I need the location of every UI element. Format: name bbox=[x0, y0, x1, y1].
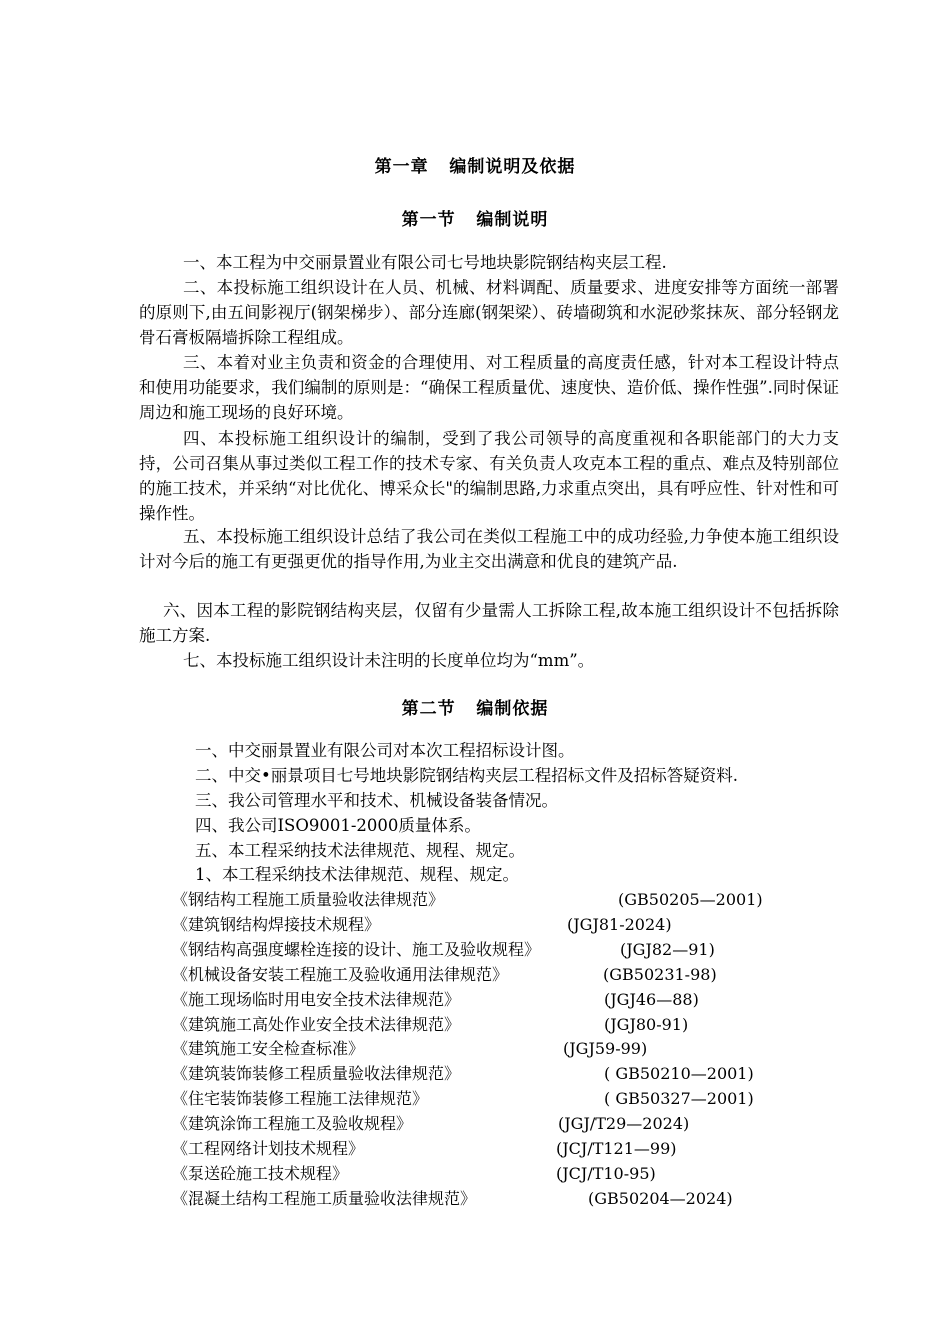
basis-item-1: 一、中交丽景置业有限公司对本次工程招标设计图。 bbox=[195, 741, 575, 760]
standard-name: 《工程网络计划技术规程》 bbox=[172, 1139, 365, 1158]
paragraph-4: 四、本投标施工组织设计的编制，受到了我公司领导的高度重视和各职能部门的大力支持，公司召集从事过类似工程工作的技术专家、有关负责人攻克本工程的重点、难点及特别部位的施工技术，并采纳“对比优化、博采众长"的编制思路,力求重点突出，具有呼应性、针对性和可操作性。 bbox=[139, 429, 839, 523]
standard-name: 《钢结构高强度螺栓连接的设计、施工及验收规程》 bbox=[172, 940, 541, 959]
paragraph-1: 一、本工程为中交丽景置业有限公司七号地块影院钢结构夹层工程. bbox=[183, 253, 667, 272]
standard-name: 《机械设备安装工程施工及验收通用法律规范》 bbox=[172, 965, 509, 984]
paragraph-2: 二、本投标施工组织设计在人员、机械、材料调配、质量要求、进度安排等方面统一部署的原则下,由五间影视厅(钢架梯步）、部分连廊(钢架梁）、砖墙砌筑和水泥砂浆抹灰、部分轻钢龙骨石膏板隔墙拆除工程组成。 bbox=[139, 278, 839, 347]
standard-code: (JCJ/T10-95) bbox=[556, 1164, 656, 1183]
paragraph-3: 三、本着对业主负责和资金的合理使用、对工程质量的高度责任感，针对本工程设计特点和使用功能要求，我们编制的原则是：“确保工程质量优、速度快、造价低、操作性强”.同时保证周边和施工现场的良好环境。 bbox=[139, 353, 839, 422]
basis-item-6: 1、本工程采纳技术法律规范、规程、规定。 bbox=[195, 865, 519, 884]
standard-code: ( GB50210—2001) bbox=[604, 1064, 754, 1083]
standard-name: 《混凝土结构工程施工质量验收法律规范》 bbox=[172, 1189, 477, 1208]
paragraph-6: 六、因本工程的影院钢结构夹层，仅留有少量需人工拆除工程,故本施工组织设计不包括拆除施工方案. bbox=[139, 601, 839, 645]
standard-name: 《建筑装饰装修工程质量验收法律规范》 bbox=[172, 1064, 461, 1083]
paragraph-7: 七、本投标施工组织设计未注明的长度单位均为“mm”。 bbox=[183, 651, 595, 670]
standard-name: 《施工现场临时用电安全技术法律规范》 bbox=[172, 990, 461, 1009]
standard-code: (JGJ81-2024) bbox=[567, 915, 672, 934]
paragraph-5: 五、本投标施工组织设计总结了我公司在类似工程施工中的成功经验,力争使本施工组织设计对今后的施工有更强更优的指导作用,为业主交出满意和优良的建筑产品. bbox=[139, 527, 839, 571]
standard-code: (JGJ82—91) bbox=[620, 940, 715, 959]
basis-item-4: 四、我公司ISO9001-2000质量体系。 bbox=[195, 816, 481, 835]
standard-name: 《建筑涂饰工程施工及验收规程》 bbox=[172, 1114, 413, 1133]
basis-item-2: 二、中交•丽景项目七号地块影院钢结构夹层工程招标文件及招标答疑资料. bbox=[195, 766, 738, 785]
standard-code: (GB50205—2001) bbox=[618, 890, 763, 909]
chapter-title: 第一章 编制说明及依据 bbox=[374, 157, 576, 177]
basis-item-5: 五、本工程采纳技术法律规范、规程、规定。 bbox=[195, 841, 525, 860]
standard-name: 《建筑钢结构焊接技术规程》 bbox=[172, 915, 381, 934]
standard-name: 《建筑施工安全检查标准》 bbox=[172, 1039, 365, 1058]
standard-code: (JGJ80-91) bbox=[604, 1015, 689, 1034]
standard-code: (JGJ46—88) bbox=[604, 990, 699, 1009]
standard-code: ( GB50327—2001) bbox=[604, 1089, 754, 1108]
standard-name: 《泵送砼施工技术规程》 bbox=[172, 1164, 349, 1183]
standard-code: (GB50231-98) bbox=[603, 965, 717, 984]
standard-code: (JGJ59-99) bbox=[563, 1039, 648, 1058]
standard-code: (JCJ/T121—99) bbox=[556, 1139, 677, 1158]
standard-code: (JGJ/T29—2024) bbox=[558, 1114, 690, 1133]
standard-name: 《建筑施工高处作业安全技术法律规范》 bbox=[172, 1015, 461, 1034]
basis-item-3: 三、我公司管理水平和技术、机械设备装备情况。 bbox=[195, 791, 558, 810]
section-1-title: 第一节 编制说明 bbox=[401, 210, 549, 230]
standard-name: 《住宅装饰装修工程施工法律规范》 bbox=[172, 1089, 429, 1108]
standard-code: (GB50204—2024) bbox=[588, 1189, 733, 1208]
standard-name: 《钢结构工程施工质量验收法律规范》 bbox=[172, 890, 445, 909]
section-2-title: 第二节 编制依据 bbox=[401, 699, 549, 719]
